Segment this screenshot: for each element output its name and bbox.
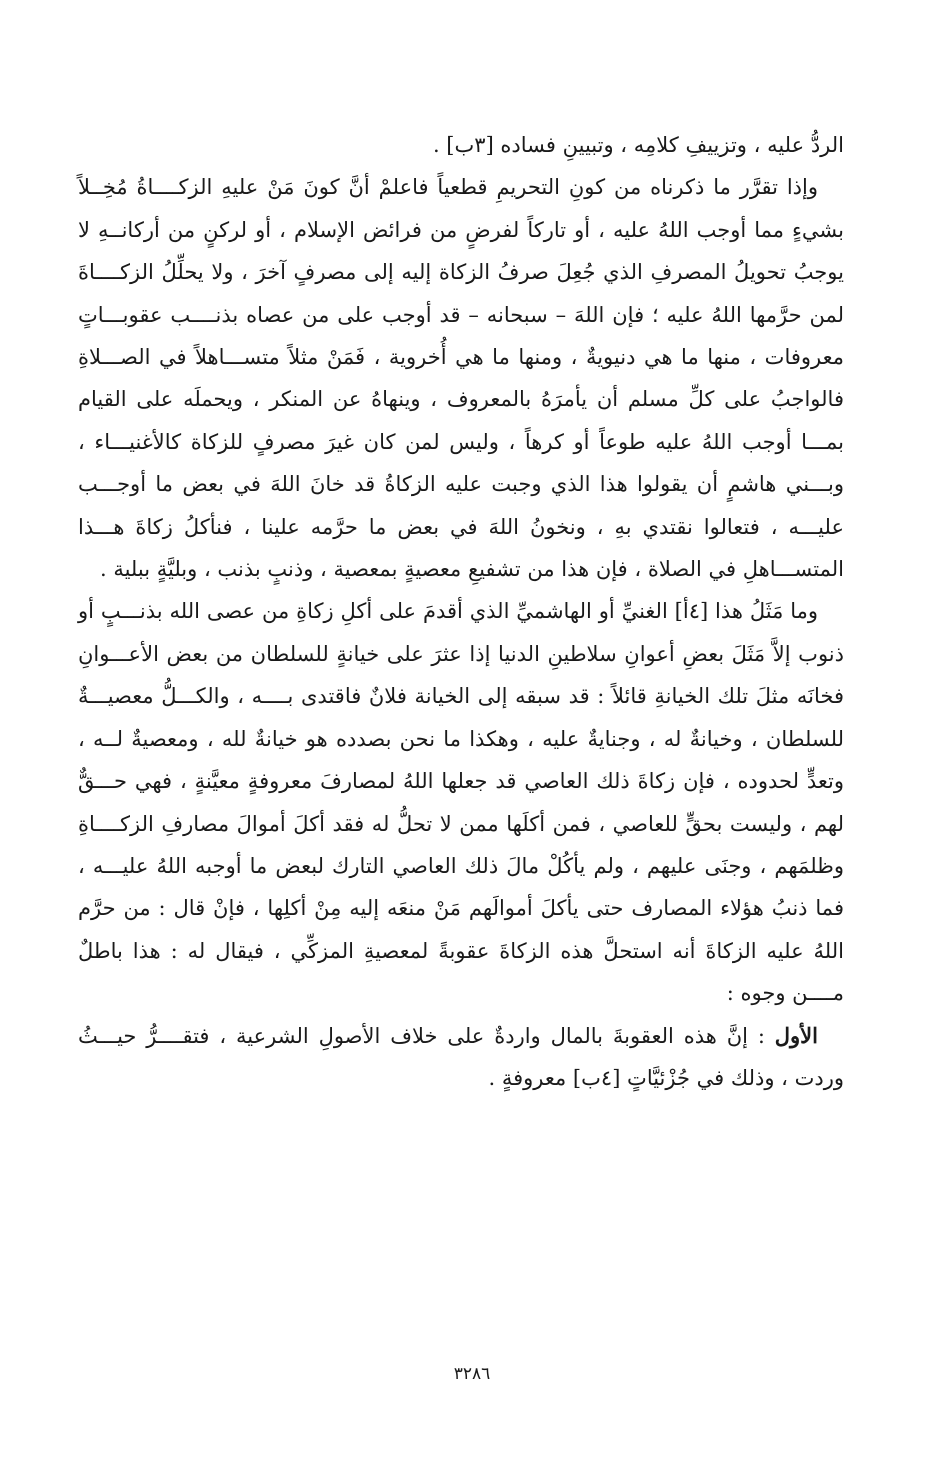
body-text <box>78 124 844 1099</box>
paragraph-1: الردُّ عليه ، وتزييفِ كلامِه ، وتبيينِ فساده [٣ب] . <box>432 133 844 157</box>
page-number: ٣٢٨٦ <box>453 1364 491 1384</box>
paragraph-4 <box>78 1015 844 1100</box>
point-label: الأول <box>774 1022 818 1048</box>
paragraph-2: وإذا تقرَّر ما ذكرناه من كونِ التحريمِ قطعياً فاعلمْ أنَّ كونَ مَنْ عليهِ الزكــــاةُ مُخِــلاً بشيءٍ مما أوجب اللهُ عليه ، أو تاركاً لفرضٍ من فرائض الإسلام ، أو لركنٍ من أركانــهِ لا يوجبُ تحويلُ المصرفِ الذي جُعِلَ صرفُ الزكاة إليه إلى مصرفٍ آخرَ ، ولا يحلِّلُ الزكــــاةَ لمن حرَّمها اللهُ عليه ؛ فإن اللهَ – سبحانه – قد أوجب على من عصاه بذنــــب عقوبـــاتٍ معروفات ، منها ما هي دنيويةٌ ، ومنها ما هي أُخروية ، فَمَنْ مثلاً متســـاهلاً في الصـــلاةِ فالواجبُ على كلِّ مسلم أن يأمرَهُ بالمعروف ، وينهاهُ عن المنكر ، ويحملَه على القيام بمـــا أوجب اللهُ عليه طوعاً أو كرهاً ، وليس لمن كان غيرَ مصرفٍ للزكاة كالأغنيـــاء ، وبـــني هاشمٍ أن يقولوا هذا الذي وجبت عليه الزكاةُ قد خانَ اللهَ في بعض ما أوجـــب عليـــه ، فتعالوا نقتدي بهِ ، ونخونُ اللهَ في بعض ما حرَّمه علينا ، فنأكلُ زكاةَ هـــذا المتســـاهلِ في الصلاة ، فإن هذا من تشفيعِ معصيةٍ بمعصية ، وذنبٍ بذنب ، وبليَّةٍ ببلية . <box>78 175 844 582</box>
paragraph-3: وما مَثَلُ هذا [٤أ] الغنيِّ أو الهاشميِّ الذي أقدمَ على أكلِ زكاةِ من عصى الله بذنـــبٍ أو ذنوب إلاَّ مَثَلَ بعضِ أعوانِ سلاطينِ الدنيا إذا عثرَ على خيانةٍ للسلطان من بعض الأعـــوانِ فخانَه مثلَ تلك الخيانةِ قائلاً : قد سبقه إلى الخيانة فلانٌ فاقتدى بــــه ، والكـــلُّ معصيـــةٌ للسلطان ، وخيانةٌ له ، وجنايةٌ عليه ، وهكذا ما نحن بصدده هو خيانةٌ لله ، ومعصيةٌ لــه ، وتعدٍّ لحدوده ، فإن زكاةَ ذلك العاصي قد جعلها اللهُ لمصارفَ معروفةٍ معيَّنةٍ ، فهي حـــقٌّ لهم ، وليست بحقٍّ للعاصي ، فمن أكلَها ممن لا تحلُّ له فقد أكلَ أموالَ مصارفِ الزكــــاةِ وظلمَهم ، وجنَى عليهم ، ولم يأكُلْ مالَ ذلك العاصي التارك لبعض ما أوجبه اللهُ عليـــه ، فما ذنبُ هؤلاء المصارف حتى يأكلَ أموالَهم مَنْ منعَه إليه مِنْ أكلِها ، فإنْ قال : من حرَّم اللهُ عليه الزكاةَ أنه استحلَّ هذه الزكاةَ عقوبةً لمعصيةِ المزكِّي ، فيقال له : هذا باطلٌ مــــن وجوه : <box>78 599 844 1006</box>
paragraph-4-text: : إنَّ هذه العقوبةَ بالمال واردةٌ على خلاف الأصولِ الشرعية ، فتقــــرُّ حيـــثُ وردت ، وذلك في جُزْئيَّاتٍ [٤ب] معروفةٍ . <box>78 1023 844 1090</box>
